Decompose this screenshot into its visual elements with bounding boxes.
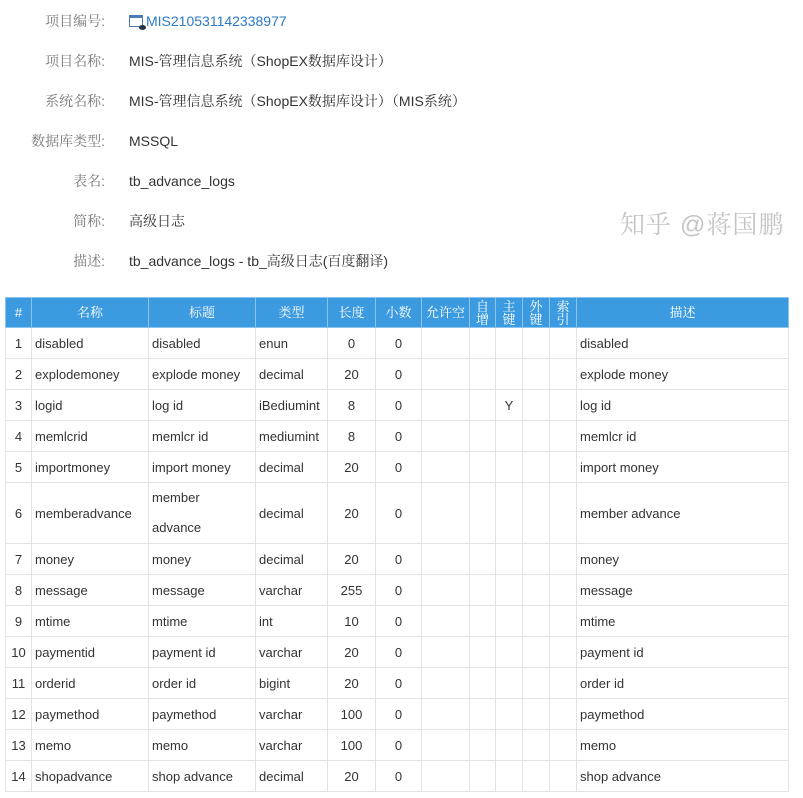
table-cell: disabled — [577, 328, 789, 359]
table-row — [6, 699, 789, 730]
info-label: 表名: — [73, 173, 105, 189]
table-cell: 0 — [376, 544, 422, 575]
table-cell: memlcrid — [32, 421, 149, 452]
table-cell: 0 — [376, 483, 422, 544]
table-cell: mtime — [32, 606, 149, 637]
table-cell: 12 — [6, 699, 32, 730]
table-cell — [523, 637, 550, 668]
table-cell: 10 — [6, 637, 32, 668]
table-cell: 5 — [6, 452, 32, 483]
table-cell: money — [32, 544, 149, 575]
table-cell: shop advance — [149, 761, 256, 792]
table-cell: paymethod — [577, 699, 789, 730]
table-cell — [422, 637, 470, 668]
table-cell: money — [577, 544, 789, 575]
table-cell: shop advance — [577, 761, 789, 792]
table-cell: varchar — [256, 730, 328, 761]
table-cell: enun — [256, 328, 328, 359]
table-cell: 2 — [6, 359, 32, 390]
info-label: 简称: — [73, 213, 105, 229]
table-cell: message — [577, 575, 789, 606]
table-cell: 20 — [328, 452, 376, 483]
table-cell: memlcr id — [577, 421, 789, 452]
table-cell: memo — [149, 730, 256, 761]
column-header: 长度 — [328, 298, 376, 328]
table-cell: 0 — [376, 637, 422, 668]
table-cell — [470, 421, 496, 452]
table-cell: 0 — [376, 606, 422, 637]
table-cell — [422, 390, 470, 421]
table-cell: 20 — [328, 483, 376, 544]
table-cell — [550, 328, 577, 359]
column-header: 描述 — [577, 298, 789, 328]
table-cell: member advance — [149, 483, 256, 544]
table-cell: 7 — [6, 544, 32, 575]
column-header: 外 键 — [523, 298, 550, 328]
table-cell — [550, 575, 577, 606]
table-row — [6, 606, 789, 637]
table-cell — [470, 637, 496, 668]
table-cell: 8 — [6, 575, 32, 606]
table-cell — [422, 668, 470, 699]
table-cell: memberadvance — [32, 483, 149, 544]
table-cell: mtime — [577, 606, 789, 637]
table-cell — [422, 544, 470, 575]
table-cell: import money — [149, 452, 256, 483]
table-cell: varchar — [256, 575, 328, 606]
table-cell — [470, 730, 496, 761]
table-cell — [523, 483, 550, 544]
info-value-text: 高级日志 — [129, 213, 185, 229]
info-row — [0, 211, 185, 231]
table-cell — [496, 637, 523, 668]
table-cell: 0 — [376, 359, 422, 390]
table-cell — [470, 390, 496, 421]
table-row — [6, 452, 789, 483]
table-cell: 1 — [6, 328, 32, 359]
table-cell: 11 — [6, 668, 32, 699]
table-cell: payment id — [149, 637, 256, 668]
table-cell — [470, 452, 496, 483]
table-cell: 6 — [6, 483, 32, 544]
table-cell — [422, 483, 470, 544]
info-label: 描述: — [73, 253, 105, 269]
table-row — [6, 390, 789, 421]
table-cell — [550, 421, 577, 452]
table-cell: disabled — [149, 328, 256, 359]
table-cell: import money — [577, 452, 789, 483]
table-cell: 8 — [328, 390, 376, 421]
table-cell — [523, 421, 550, 452]
table-cell — [550, 606, 577, 637]
info-row — [0, 251, 389, 271]
table-row — [6, 637, 789, 668]
table-cell: 0 — [376, 390, 422, 421]
table-cell — [496, 606, 523, 637]
table-cell — [470, 606, 496, 637]
table-cell: 0 — [376, 668, 422, 699]
info-row — [0, 131, 179, 151]
field-table — [5, 297, 789, 792]
table-cell: decimal — [256, 544, 328, 575]
info-row — [0, 171, 235, 191]
table-cell: explode money — [577, 359, 789, 390]
table-cell — [523, 544, 550, 575]
table-cell: 0 — [376, 730, 422, 761]
table-cell — [470, 668, 496, 699]
table-cell: 10 — [328, 606, 376, 637]
project-id-link[interactable] — [129, 13, 287, 29]
info-label: 项目名称: — [45, 53, 105, 69]
project-preview-icon — [129, 15, 143, 27]
table-cell: orderid — [32, 668, 149, 699]
table-cell — [496, 483, 523, 544]
table-cell: 13 — [6, 730, 32, 761]
table-cell — [523, 730, 550, 761]
table-cell — [496, 730, 523, 761]
table-cell: 255 — [328, 575, 376, 606]
info-value-text: MSSQL — [129, 133, 179, 149]
table-cell — [550, 452, 577, 483]
table-cell — [523, 575, 550, 606]
table-cell — [523, 606, 550, 637]
table-cell: explodemoney — [32, 359, 149, 390]
table-cell — [523, 761, 550, 792]
table-row — [6, 544, 789, 575]
table-cell: mediumint — [256, 421, 328, 452]
table-cell — [523, 452, 550, 483]
table-cell: 100 — [328, 730, 376, 761]
table-row — [6, 668, 789, 699]
table-cell: memo — [32, 730, 149, 761]
table-cell: order id — [149, 668, 256, 699]
table-cell — [422, 761, 470, 792]
table-cell — [550, 390, 577, 421]
table-cell — [422, 359, 470, 390]
table-cell — [496, 761, 523, 792]
info-row — [0, 11, 287, 31]
table-cell: 0 — [376, 328, 422, 359]
table-cell: payment id — [577, 637, 789, 668]
table-cell — [523, 390, 550, 421]
column-header: 小数 — [376, 298, 422, 328]
table-cell — [422, 730, 470, 761]
table-cell — [550, 699, 577, 730]
column-header: 允许空 — [422, 298, 470, 328]
table-cell — [550, 483, 577, 544]
table-cell: member advance — [577, 483, 789, 544]
table-cell: 20 — [328, 761, 376, 792]
table-cell — [496, 544, 523, 575]
column-header: # — [6, 298, 32, 328]
table-cell: disabled — [32, 328, 149, 359]
table-cell — [550, 637, 577, 668]
table-cell: message — [149, 575, 256, 606]
info-value — [129, 211, 185, 231]
table-cell: message — [32, 575, 149, 606]
table-cell — [550, 544, 577, 575]
table-cell: mtime — [149, 606, 256, 637]
column-header: 自 增 — [470, 298, 496, 328]
table-cell: varchar — [256, 637, 328, 668]
table-cell — [496, 421, 523, 452]
table-cell: memlcr id — [149, 421, 256, 452]
table-cell: 9 — [6, 606, 32, 637]
column-header: 主 键 — [496, 298, 523, 328]
table-cell: 0 — [376, 421, 422, 452]
table-cell — [422, 606, 470, 637]
table-cell: 0 — [376, 452, 422, 483]
table-cell — [496, 359, 523, 390]
table-cell: log id — [577, 390, 789, 421]
info-value — [129, 91, 466, 111]
table-cell: paymethod — [149, 699, 256, 730]
table-cell: logid — [32, 390, 149, 421]
table-cell — [470, 544, 496, 575]
info-label: 数据库类型: — [31, 133, 105, 149]
table-cell: paymethod — [32, 699, 149, 730]
table-cell: shopadvance — [32, 761, 149, 792]
table-cell — [523, 668, 550, 699]
table-row — [6, 483, 789, 544]
table-cell — [550, 761, 577, 792]
info-value-text: MIS-管理信息系统（ShopEX数据库设计）（MIS系统） — [129, 93, 466, 109]
table-cell — [422, 699, 470, 730]
table-cell — [523, 699, 550, 730]
table-row — [6, 421, 789, 452]
table-cell: 14 — [6, 761, 32, 792]
table-cell: decimal — [256, 452, 328, 483]
table-cell: decimal — [256, 761, 328, 792]
info-value-text: MIS210531142338977 — [146, 13, 287, 29]
table-cell: decimal — [256, 483, 328, 544]
table-row — [6, 575, 789, 606]
table-cell — [470, 575, 496, 606]
info-value-text: tb_advance_logs — [129, 173, 235, 189]
table-row — [6, 730, 789, 761]
table-cell — [550, 730, 577, 761]
table-cell — [523, 359, 550, 390]
table-cell: 8 — [328, 421, 376, 452]
table-cell: 0 — [376, 699, 422, 730]
table-cell — [470, 761, 496, 792]
table-cell: explode money — [149, 359, 256, 390]
table-cell: 20 — [328, 637, 376, 668]
table-cell: order id — [577, 668, 789, 699]
table-cell — [496, 699, 523, 730]
table-cell: 0 — [328, 328, 376, 359]
table-row — [6, 761, 789, 792]
table-cell — [422, 575, 470, 606]
table-cell — [470, 699, 496, 730]
table-cell: 100 — [328, 699, 376, 730]
table-cell: 20 — [328, 544, 376, 575]
column-header: 名称 — [32, 298, 149, 328]
table-cell: 0 — [376, 761, 422, 792]
info-value — [129, 51, 392, 71]
table-cell: memo — [577, 730, 789, 761]
table-row — [6, 359, 789, 390]
table-cell — [422, 328, 470, 359]
table-cell — [422, 452, 470, 483]
info-value-text: tb_advance_logs - tb_高级日志(百度翻译) — [129, 253, 389, 269]
table-cell: varchar — [256, 699, 328, 730]
table-cell — [496, 668, 523, 699]
table-cell: money — [149, 544, 256, 575]
table-row — [6, 328, 789, 359]
table-cell: Y — [496, 390, 523, 421]
table-cell — [550, 668, 577, 699]
table-cell: 20 — [328, 668, 376, 699]
info-value — [129, 251, 388, 271]
table-cell — [470, 483, 496, 544]
table-cell — [550, 359, 577, 390]
table-cell: log id — [149, 390, 256, 421]
info-value — [129, 173, 235, 189]
table-cell — [496, 328, 523, 359]
column-header: 索 引 — [550, 298, 577, 328]
table-cell — [470, 359, 496, 390]
table-cell: importmoney — [32, 452, 149, 483]
info-row — [0, 51, 392, 71]
table-cell: iBediumint — [256, 390, 328, 421]
watermark: 知乎 @蒋国鹏 — [620, 211, 785, 239]
table-cell — [470, 328, 496, 359]
table-header — [6, 298, 789, 328]
info-label: 系统名称: — [45, 93, 105, 109]
table-cell: 20 — [328, 359, 376, 390]
table-cell — [523, 328, 550, 359]
column-header: 标题 — [149, 298, 256, 328]
info-label: 项目编号: — [45, 13, 105, 29]
table-cell: decimal — [256, 359, 328, 390]
table-cell: int — [256, 606, 328, 637]
table-cell: paymentid — [32, 637, 149, 668]
table-cell — [496, 575, 523, 606]
table-cell: bigint — [256, 668, 328, 699]
table-cell — [496, 452, 523, 483]
info-value-text: MIS-管理信息系统（ShopEX数据库设计） — [129, 53, 392, 69]
column-header: 类型 — [256, 298, 328, 328]
info-value — [129, 133, 178, 149]
table-cell — [422, 421, 470, 452]
info-row — [0, 91, 466, 111]
table-cell: 4 — [6, 421, 32, 452]
table-cell: 3 — [6, 390, 32, 421]
table-cell: 0 — [376, 575, 422, 606]
